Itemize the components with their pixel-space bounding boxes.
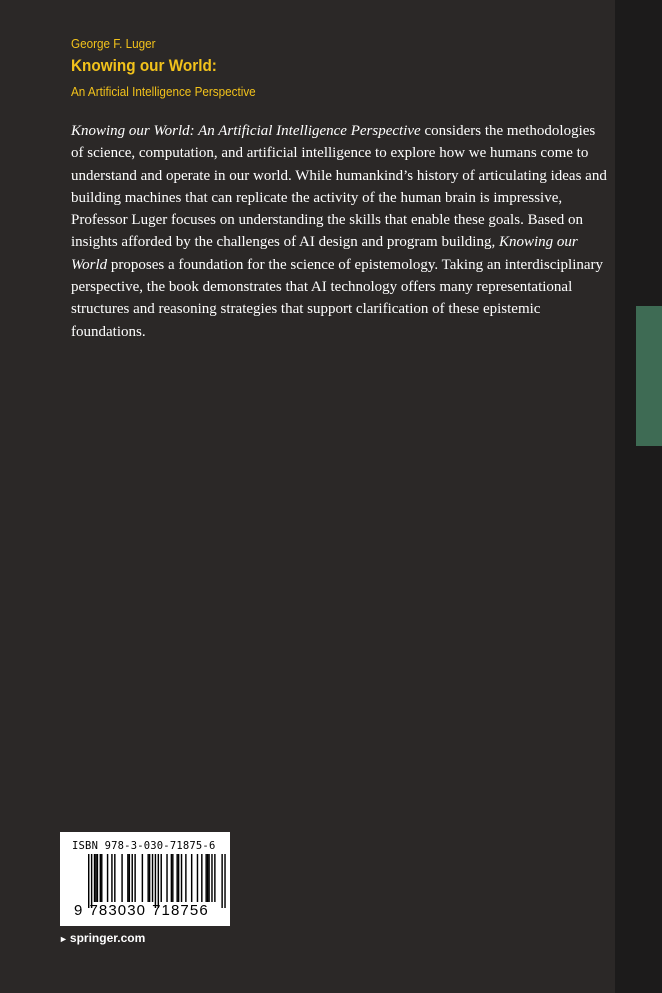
barcode-bar [205,854,206,902]
barcode-bar [129,854,130,902]
barcode-bar [166,854,167,902]
publisher-link[interactable] [59,931,145,945]
arrow-icon: ► [59,934,68,944]
barcode-bar [224,854,225,908]
barcode-bar [97,854,98,902]
barcode-bar [181,854,182,902]
barcode-bar [111,854,112,902]
barcode-bar [211,854,212,902]
barcode-bar [214,854,215,902]
barcode-bar [91,854,92,908]
barcode-bar [149,854,150,902]
book-title: Knowing our World: [71,56,217,75]
barcode-bar [178,854,179,902]
barcode-bar [88,854,89,908]
description-lead-title: Knowing our World: An Artificial Intelligence Perspective [71,123,421,139]
barcode-bar [158,854,159,908]
barcode-bar [107,854,108,902]
publisher-website: springer.com [69,931,146,945]
barcode-bar [197,854,198,902]
barcode-bar [121,854,122,902]
barcode-bar [101,854,102,902]
barcode-bar [94,854,95,902]
barcode-bar [127,854,128,902]
book-description [71,120,611,343]
barcode-bar [134,854,135,902]
barcode-bar [114,854,115,902]
barcode-bar [155,854,156,908]
ean-left-group: 783030 [89,902,147,919]
barcode-bar [207,854,208,902]
barcode-bar [132,854,133,902]
barcode-bar [176,854,177,902]
barcode-bar [161,854,162,902]
barcode-bar [208,854,209,902]
ean-first-digit: 9 [74,902,84,919]
barcode-bar [171,854,172,902]
description-inline-title: Knowing our World [71,234,578,273]
barcode-bar [191,854,192,902]
description-text-1: considers the methodologies of science, computation, and artificial intelligence to explore how we humans come to understand and operate in our world. While humankind’s history of articulating ideas and building machines that can replicate the activity of the human brain is impressive, Professor Luger focuses on understanding the skills that enable these goals. Based on insights afforded by the challenges of AI design and program building, [71,123,607,251]
ean-right-group: 718756 [152,902,209,919]
isbn-label: ISBN 978-3-030-71875-6 [72,840,216,852]
barcode-bar [95,854,96,902]
barcode-bar [185,854,186,902]
barcode-bar [152,854,153,902]
barcode-bar [142,854,143,902]
spine-edge [615,0,662,993]
description-text-2: proposes a foundation for the science of epistemology. Taking an interdisciplinary perspective, the book demonstrates that AI technology offers many representational structures and reasoning strategies that support clarification of these epistemic foundations. [71,256,604,340]
barcode-bar [201,854,202,902]
spine-color-tab [636,306,662,446]
book-subtitle: An Artificial Intelligence Perspective [71,84,256,99]
barcode-bar [100,854,101,902]
isbn-barcode [60,832,230,926]
barcode-bar [221,854,222,908]
barcode-bar [147,854,148,902]
author-name: George F. Luger [71,36,156,51]
barcode-bar [172,854,173,902]
ean-digits [74,902,209,919]
